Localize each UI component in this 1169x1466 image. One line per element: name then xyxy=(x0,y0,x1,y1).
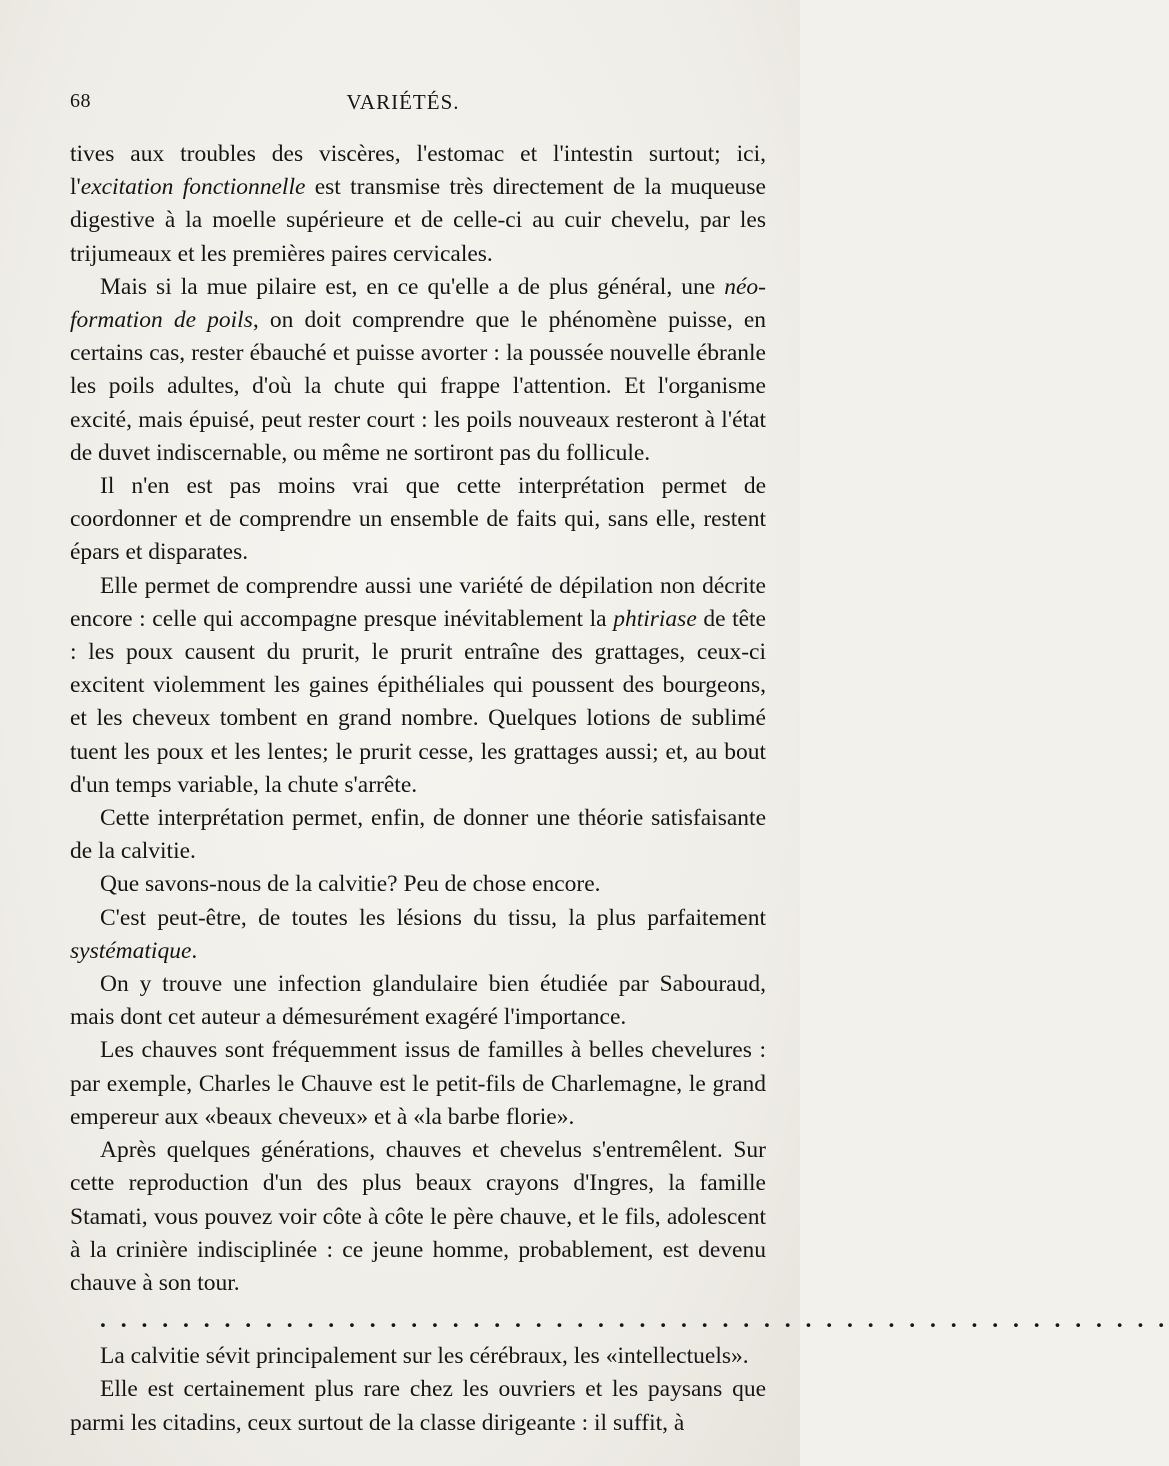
page-header xyxy=(70,90,736,122)
paragraph: Mais si la mue pilaire est, en ce qu'elle a de plus général, une néo-formation de poils, on doit comprendre que le phénomène puisse, en certains cas, rester ébauché et puisse avorter : la poussée nouvelle ébranle les poils adultes, d'où la chute qui frappe l'attention. Et l'organisme excité, mais épuisé, peut rester court : les poils nouveaux resteront à l'état de duvet indiscernable, ou même ne sortiront pas du follicule. xyxy=(70,273,767,466)
paragraph: tives aux troubles des viscères, l'estomac et l'intestin surtout; ici, l'excitation fonctionnelle est transmise très directement de la muqueuse digestive à la moelle supérieure et de celle-ci au cuir chevelu, par les trijumeaux et les premières paires cervicales. xyxy=(70,141,766,267)
paragraph: Après quelques générations, chauves et chevelus s'entremêlent. Sur cette reproduction d'un des plus beaux crayons d'Ingres, la famille Stamati, vous pouvez voir côte à côte le père chauve, et le fils, adolescent à la crinière indisciplinée : ce jeune homme, probablement, est devenu chauve à son tour. xyxy=(70,1137,766,1296)
running-title: VARIÉTÉS. xyxy=(346,90,460,114)
page-number: 68 xyxy=(70,90,91,112)
paragraph: Les chauves sont fréquemment issus de familles à belles chevelures : par exemple, Charles le Chauve est le petit-fils de Charlemagne, le grand empereur aux «beaux cheveux» et à «la barbe florie». xyxy=(70,1037,766,1130)
paragraph: Elle permet de comprendre aussi une variété de dépilation non décrite encore : celle qui accompagne presque inévitablement la phtiriase de tête : les poux causent du prurit, le prurit entraîne des grattages, ceux-ci excitent violemment les gaines épithéliales qui poussent des bourgeons, et les cheveux tombent en grand nombre. Quelques lotions de sublimé tuent les poux et les lentes; le prurit cesse, les grattages aussi; et, au bout d'un temps variable, la chute s'arrête. xyxy=(70,572,766,798)
paragraph: Elle est certainement plus rare chez les ouvriers et les paysans que parmi les citadins, ceux surtout de la classe dirigeante : il suffit, à xyxy=(70,1376,766,1436)
body-text xyxy=(70,138,1169,1440)
ellipsis-separator: . . . . . . . . . . . . . . . . . . . . . . . . . . . . . . . . . . . . . . . . . . . . . . . . . . . . xyxy=(100,1307,1169,1334)
paragraph: On y trouve une infection glandulaire bien étudiée par Sabouraud, mais dont cet auteur a démesurément exagéré l'importance. xyxy=(70,971,766,1031)
paragraph: La calvitie sévit principalement sur les cérébraux, les «intellectuels». xyxy=(100,1343,749,1370)
paragraph: Que savons-nous de la calvitie? Peu de chose encore. xyxy=(100,871,601,898)
paragraph: Il n'en est pas moins vrai que cette interprétation permet de coordonner et de comprendre un ensemble de faits qui, sans elle, restent épars et disparates. xyxy=(70,473,766,566)
paragraph: C'est peut-être, de toutes les lésions du tissu, la plus parfaitement systématique. xyxy=(70,904,766,964)
paragraph: Cette interprétation permet, enfin, de donner une théorie satisfaisante de la calvitie. xyxy=(70,805,766,865)
